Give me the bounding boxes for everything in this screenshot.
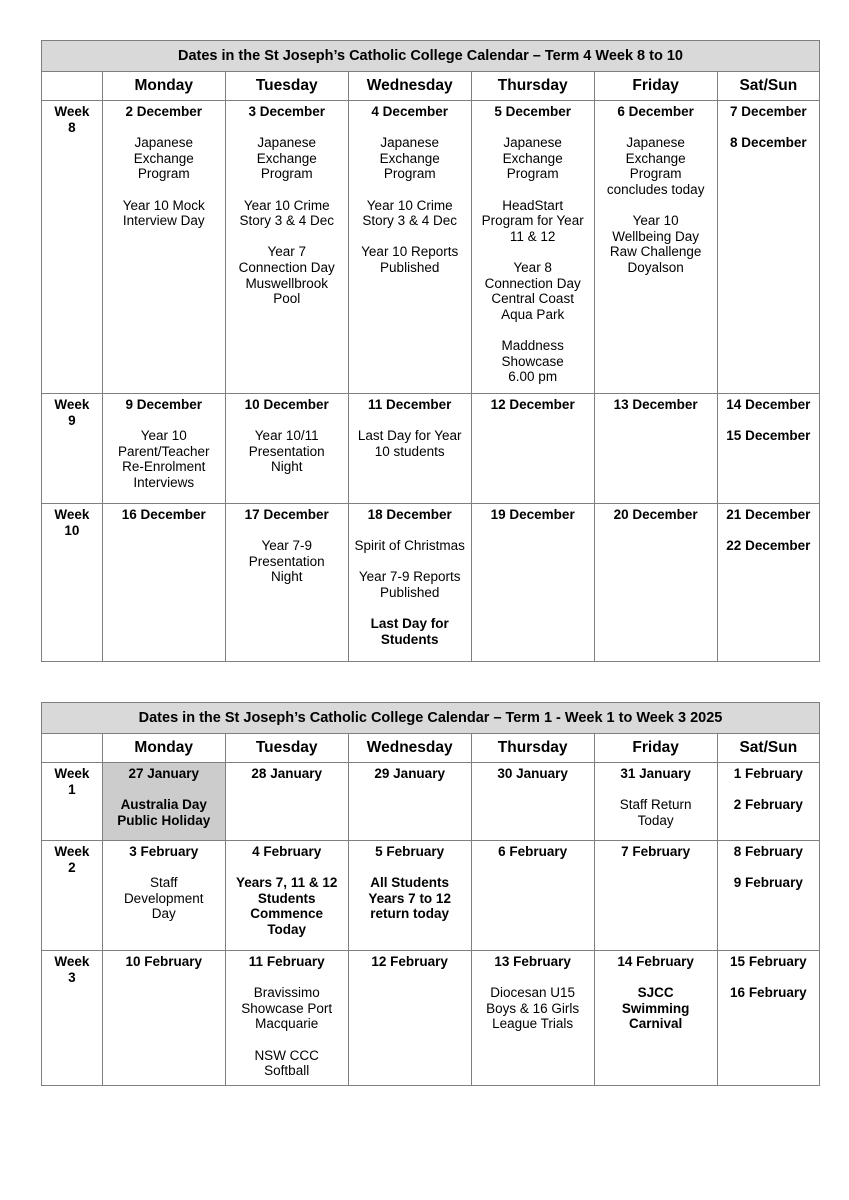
week-row [42, 763, 820, 841]
day-date: 12 December [490, 397, 575, 412]
day-date: 3 December [248, 104, 325, 119]
day-event: Maddness Showcase 6.00 pm [501, 337, 564, 385]
week-label: Week 10 [42, 504, 103, 662]
calendar-title: Dates in the St Joseph’s Catholic College Calendar – Term 4 Week 8 to 10 [42, 41, 820, 72]
day-event: SJCC Swimming Carnival [621, 985, 690, 1032]
day-date: 11 December [368, 397, 452, 412]
header-row [42, 734, 820, 763]
weekend-date: 9 February [733, 875, 803, 891]
day-date: 4 December [371, 104, 448, 119]
day-date: 5 February [375, 844, 445, 859]
day-cell [225, 394, 348, 504]
day-date: 17 December [244, 507, 329, 522]
week-row [42, 101, 820, 394]
day-event: Year 10/11 Presentation Night [248, 428, 325, 475]
weekend-date: 21 December [726, 507, 811, 522]
day-date: 13 December [613, 397, 698, 412]
day-date: 4 February [252, 844, 322, 859]
week-row [42, 951, 820, 1086]
title-row [42, 703, 820, 734]
day-cell [594, 101, 717, 394]
day-event: Year 10 Reports Published [361, 244, 459, 275]
day-cell [348, 101, 471, 394]
day-cell [594, 841, 717, 951]
day-event: Australia Day Public Holiday [117, 797, 211, 828]
column-header: Tuesday [225, 72, 348, 101]
day-cell [102, 101, 225, 394]
title-row [42, 41, 820, 72]
day-event: Year 7-9 Presentation Night [248, 538, 325, 585]
week-label: Week 3 [42, 951, 103, 1086]
day-event: Japanese Exchange Program [133, 135, 194, 182]
day-cell [225, 951, 348, 1086]
day-date: 16 December [121, 507, 206, 522]
day-event: NSW CCC Softball [254, 1047, 319, 1079]
day-date: 18 December [367, 507, 452, 522]
weekend-cell [717, 101, 819, 394]
week-label: Week 9 [42, 394, 103, 504]
day-event: Japanese Exchange Program [256, 135, 317, 182]
column-header: Tuesday [225, 734, 348, 763]
day-cell [225, 763, 348, 841]
week-label: Week 8 [42, 101, 103, 394]
day-event: Year 10 Crime Story 3 & 4 Dec [239, 197, 334, 229]
day-event: Years 7, 11 & 12 Students Commence Today [236, 875, 338, 937]
day-event: Japanese Exchange Program concludes today [606, 135, 705, 197]
day-cell [594, 504, 717, 662]
weekend-date: 7 December [730, 104, 807, 119]
day-event: Year 10 Wellbeing Day Raw Challenge Doyalson [609, 213, 702, 275]
day-date: 11 February [248, 954, 325, 969]
column-header: Sat/Sun [717, 72, 819, 101]
day-date: 29 January [374, 766, 445, 781]
day-date: 12 February [371, 954, 448, 969]
column-header: Wednesday [348, 72, 471, 101]
header-row [42, 72, 820, 101]
day-cell [471, 101, 594, 394]
day-event: Year 10 Parent/Teacher Re-Enrolment Interviews [117, 428, 210, 490]
column-header: Thursday [471, 72, 594, 101]
weekend-date: 22 December [726, 538, 811, 554]
term4-calendar-table [41, 40, 820, 662]
day-event: HeadStart Program for Year 11 & 12 [481, 197, 584, 244]
day-event: Staff Development Day [123, 875, 204, 922]
day-cell [348, 504, 471, 662]
week-label: Week 2 [42, 841, 103, 951]
day-date: 20 December [613, 507, 698, 522]
column-header: Thursday [471, 734, 594, 763]
weekend-cell [717, 841, 819, 951]
day-cell [348, 841, 471, 951]
weekend-cell [717, 394, 819, 504]
day-date: 6 February [498, 844, 568, 859]
column-header [42, 734, 103, 763]
day-date: 6 December [617, 104, 694, 119]
column-header: Wednesday [348, 734, 471, 763]
day-cell [471, 841, 594, 951]
day-cell [225, 101, 348, 394]
day-event: Last Day for Year 10 students [357, 428, 462, 459]
day-event: Japanese Exchange Program [379, 135, 440, 182]
column-header: Friday [594, 72, 717, 101]
column-header [42, 72, 103, 101]
weekend-cell [717, 763, 819, 841]
day-cell [471, 394, 594, 504]
day-cell [225, 841, 348, 951]
weekend-date: 2 February [733, 797, 803, 813]
day-date: 10 December [244, 397, 329, 412]
day-cell [471, 763, 594, 841]
weekend-date: 1 February [733, 766, 803, 781]
day-event: Bravissimo Showcase Port Macquarie [241, 985, 333, 1032]
weekend-date: 8 February [733, 844, 803, 859]
day-event: All Students Years 7 to 12 return today [368, 875, 451, 922]
day-date: 14 February [617, 954, 694, 969]
day-event: Year 7 Connection Day Muswellbrook Pool [238, 244, 335, 307]
weekend-date: 15 December [726, 428, 811, 444]
day-cell [102, 394, 225, 504]
day-date: 28 January [251, 766, 322, 781]
term1-calendar-table [41, 702, 820, 1086]
week-row [42, 504, 820, 662]
weekend-cell [717, 504, 819, 662]
day-cell [348, 951, 471, 1086]
day-date: 10 February [125, 954, 202, 969]
week-row [42, 841, 820, 951]
day-cell [594, 951, 717, 1086]
day-event: Year 7-9 Reports Published [358, 569, 461, 600]
column-header: Monday [102, 734, 225, 763]
day-date: 7 February [621, 844, 691, 859]
day-cell [348, 763, 471, 841]
day-cell [102, 841, 225, 951]
day-date: 19 December [490, 507, 575, 522]
day-date: 2 December [125, 104, 202, 119]
day-event: Year 10 Mock Interview Day [122, 197, 205, 229]
weekend-date: 15 February [730, 954, 807, 969]
day-event: Year 8 Connection Day Central Coast Aqua Park [484, 259, 581, 322]
day-date: 5 December [494, 104, 571, 119]
calendar-title: Dates in the St Joseph’s Catholic College Calendar – Term 1 - Week 1 to Week 3 2025 [42, 703, 820, 734]
day-event: Spirit of Christmas [354, 538, 465, 554]
column-header: Friday [594, 734, 717, 763]
weekend-cell [717, 951, 819, 1086]
weekend-date: 8 December [730, 135, 807, 151]
weekend-date: 14 December [726, 397, 811, 412]
day-cell [471, 504, 594, 662]
day-date: 30 January [497, 766, 568, 781]
week-label: Week 1 [42, 763, 103, 841]
day-date: 31 January [620, 766, 691, 781]
day-date: 9 December [125, 397, 202, 412]
day-date: 27 January [128, 766, 199, 781]
day-cell [102, 951, 225, 1086]
day-event: Last Day for Students [370, 616, 449, 647]
day-cell [102, 504, 225, 662]
day-date: 13 February [494, 954, 571, 969]
day-event: Year 10 Crime Story 3 & 4 Dec [362, 197, 457, 229]
day-event: Staff Return Today [619, 797, 692, 828]
day-cell [471, 951, 594, 1086]
day-date: 3 February [129, 844, 199, 859]
column-header: Monday [102, 72, 225, 101]
day-event: Diocesan U15 Boys & 16 Girls League Trials [486, 985, 580, 1032]
day-cell [594, 763, 717, 841]
day-cell [348, 394, 471, 504]
day-event: Japanese Exchange Program [502, 135, 563, 182]
week-row [42, 394, 820, 504]
day-cell [102, 763, 225, 841]
weekend-date: 16 February [730, 985, 807, 1001]
day-cell [594, 394, 717, 504]
day-cell [225, 504, 348, 662]
column-header: Sat/Sun [717, 734, 819, 763]
